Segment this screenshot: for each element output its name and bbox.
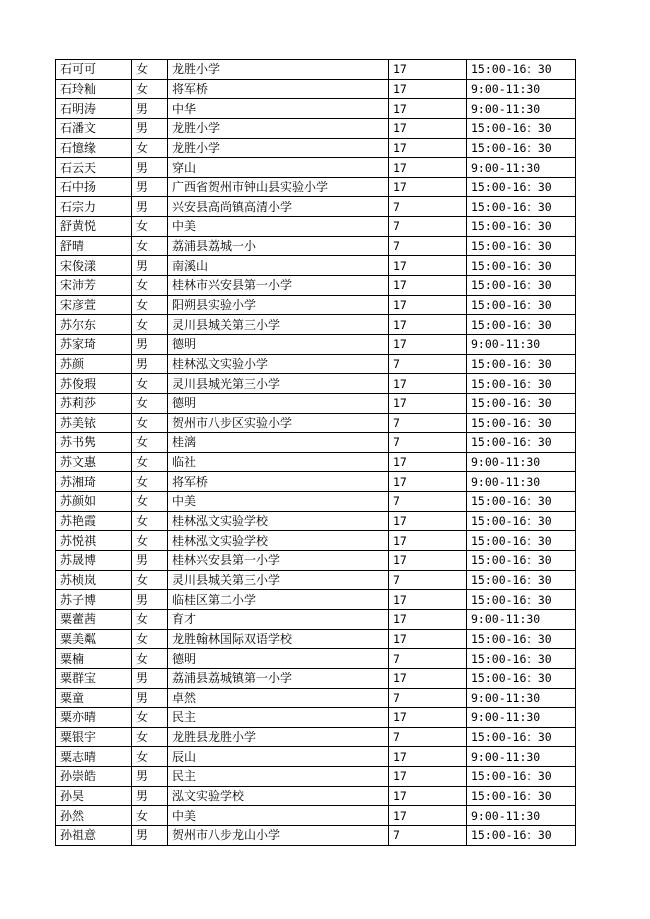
time-slot-cell: 9:00-11:30 [467,99,576,119]
gender-cell: 女 [132,236,168,256]
gender-cell: 男 [132,688,168,708]
table-row [56,295,576,315]
grade-cell: 17 [389,472,467,492]
school-cell: 临社 [168,452,389,472]
gender-cell: 女 [132,708,168,728]
grade-cell: 7 [389,433,467,453]
student-name-cell: 苏莉莎 [56,393,132,413]
gender-cell: 男 [132,354,168,374]
student-name-cell: 孙然 [56,806,132,826]
table-row [56,649,576,669]
student-name-cell: 苏桢岚 [56,570,132,590]
student-name-cell: 苏晟博 [56,551,132,571]
student-name-cell: 粟群宝 [56,668,132,688]
gender-cell: 男 [132,668,168,688]
gender-cell: 女 [132,138,168,158]
student-name-cell: 苏子博 [56,590,132,610]
school-cell: 广西省贺州市钟山县实验小学 [168,177,389,197]
student-name-cell: 宋沛芳 [56,276,132,296]
time-slot-cell: 15:00-16：30 [467,629,576,649]
school-cell: 桂漓 [168,433,389,453]
gender-cell: 女 [132,433,168,453]
student-name-cell: 粟志晴 [56,747,132,767]
school-cell: 辰山 [168,747,389,767]
table-row [56,668,576,688]
grade-cell: 7 [389,197,467,217]
student-name-cell: 粟美粼 [56,629,132,649]
school-cell: 荔浦县荔城镇第一小学 [168,668,389,688]
school-cell: 龙胜小学 [168,118,389,138]
school-cell: 民主 [168,767,389,787]
student-name-cell: 苏书隽 [56,433,132,453]
table-row [56,786,576,806]
table-row [56,197,576,217]
grade-cell: 17 [389,99,467,119]
time-slot-cell: 15:00-16：30 [467,276,576,296]
table-row [56,99,576,119]
student-name-cell: 粟童 [56,688,132,708]
grade-cell: 17 [389,295,467,315]
table-row [56,688,576,708]
table-row [56,727,576,747]
table-row [56,825,576,845]
school-cell: 龙胜小学 [168,60,389,80]
time-slot-cell: 15:00-16：30 [467,118,576,138]
school-cell: 龙胜县龙胜小学 [168,727,389,747]
gender-cell: 女 [132,727,168,747]
gender-cell: 男 [132,786,168,806]
student-name-cell: 苏颜 [56,354,132,374]
student-name-cell: 宋俊漾 [56,256,132,276]
school-cell: 德明 [168,393,389,413]
gender-cell: 女 [132,60,168,80]
grade-cell: 17 [389,118,467,138]
grade-cell: 17 [389,511,467,531]
school-cell: 临桂区第二小学 [168,590,389,610]
student-name-cell: 苏文惠 [56,452,132,472]
time-slot-cell: 9:00-11:30 [467,158,576,178]
gender-cell: 女 [132,806,168,826]
table-row [56,334,576,354]
table-row [56,806,576,826]
grade-cell: 7 [389,825,467,845]
school-cell: 中美 [168,217,389,237]
time-slot-cell: 9:00-11:30 [467,472,576,492]
grade-cell: 7 [389,649,467,669]
gender-cell: 男 [132,825,168,845]
time-slot-cell: 15:00-16：30 [467,825,576,845]
table-row [56,492,576,512]
student-name-cell: 苏颜如 [56,492,132,512]
time-slot-cell: 15:00-16：30 [467,492,576,512]
student-name-cell: 宋彦萱 [56,295,132,315]
school-cell: 桂林泓文实验学校 [168,511,389,531]
time-slot-cell: 9:00-11:30 [467,334,576,354]
grade-cell: 17 [389,609,467,629]
table-row [56,452,576,472]
gender-cell: 男 [132,99,168,119]
school-cell: 灵川县城关第三小学 [168,315,389,335]
grade-cell: 17 [389,767,467,787]
time-slot-cell: 9:00-11:30 [467,609,576,629]
grade-cell: 17 [389,276,467,296]
student-name-cell: 苏美铱 [56,413,132,433]
gender-cell: 女 [132,747,168,767]
time-slot-cell: 15:00-16：30 [467,393,576,413]
gender-cell: 男 [132,158,168,178]
school-cell: 将军桥 [168,472,389,492]
time-slot-cell: 15:00-16：30 [467,590,576,610]
gender-cell: 男 [132,197,168,217]
table-row [56,276,576,296]
gender-cell: 女 [132,393,168,413]
student-name-cell: 石中扬 [56,177,132,197]
table-row [56,256,576,276]
table-row [56,354,576,374]
table-row [56,413,576,433]
school-cell: 桂林泓文实验小学 [168,354,389,374]
school-cell: 民主 [168,708,389,728]
student-name-cell: 石憶缘 [56,138,132,158]
gender-cell: 女 [132,531,168,551]
gender-cell: 女 [132,649,168,669]
school-cell: 灵川县城关第三小学 [168,570,389,590]
table-body [56,60,576,846]
school-cell: 中美 [168,492,389,512]
grade-cell: 7 [389,236,467,256]
school-cell: 兴安县高尚镇高清小学 [168,197,389,217]
gender-cell: 女 [132,374,168,394]
grade-cell: 17 [389,531,467,551]
gender-cell: 女 [132,413,168,433]
time-slot-cell: 9:00-11:30 [467,79,576,99]
student-name-cell: 苏尔东 [56,315,132,335]
student-name-cell: 石明涛 [56,99,132,119]
time-slot-cell: 9:00-11:30 [467,806,576,826]
time-slot-cell: 15:00-16：30 [467,60,576,80]
grade-cell: 7 [389,727,467,747]
school-cell: 将军桥 [168,79,389,99]
gender-cell: 女 [132,295,168,315]
table-row [56,708,576,728]
table-row [56,315,576,335]
grade-cell: 17 [389,806,467,826]
time-slot-cell: 15:00-16：30 [467,551,576,571]
school-cell: 阳朔县实验小学 [168,295,389,315]
gender-cell: 女 [132,629,168,649]
student-name-cell: 舒晴 [56,236,132,256]
time-slot-cell: 15:00-16：30 [467,668,576,688]
school-cell: 德明 [168,649,389,669]
time-slot-cell: 9:00-11:30 [467,452,576,472]
gender-cell: 男 [132,334,168,354]
gender-cell: 女 [132,472,168,492]
time-slot-cell: 15:00-16：30 [467,177,576,197]
school-cell: 贺州市八步龙山小学 [168,825,389,845]
table-row [56,374,576,394]
student-name-cell: 石宗力 [56,197,132,217]
school-cell: 泓文实验学校 [168,786,389,806]
table-row [56,60,576,80]
table-row [56,138,576,158]
table-row [56,472,576,492]
school-cell: 中华 [168,99,389,119]
table-row [56,118,576,138]
time-slot-cell: 9:00-11:30 [467,747,576,767]
student-name-cell: 苏家琦 [56,334,132,354]
student-name-cell: 孙昊 [56,786,132,806]
grade-cell: 17 [389,177,467,197]
gender-cell: 女 [132,276,168,296]
student-name-cell: 石可可 [56,60,132,80]
table-row [56,551,576,571]
table-row [56,609,576,629]
table-row [56,79,576,99]
grade-cell: 17 [389,334,467,354]
student-name-cell: 粟亦晴 [56,708,132,728]
school-cell: 育才 [168,609,389,629]
grade-cell: 17 [389,393,467,413]
time-slot-cell: 15:00-16：30 [467,531,576,551]
grade-cell: 7 [389,688,467,708]
student-name-cell: 苏湘琦 [56,472,132,492]
gender-cell: 男 [132,767,168,787]
time-slot-cell: 15:00-16：30 [467,649,576,669]
school-cell: 南溪山 [168,256,389,276]
table-row [56,629,576,649]
time-slot-cell: 15:00-16：30 [467,197,576,217]
grade-cell: 17 [389,668,467,688]
gender-cell: 女 [132,570,168,590]
grade-cell: 17 [389,138,467,158]
table-row [56,747,576,767]
table-row [56,570,576,590]
school-cell: 中美 [168,806,389,826]
time-slot-cell: 15:00-16：30 [467,374,576,394]
grade-cell: 17 [389,747,467,767]
student-name-cell: 苏艳霞 [56,511,132,531]
grade-cell: 17 [389,708,467,728]
time-slot-cell: 15:00-16：30 [467,727,576,747]
table-row [56,217,576,237]
gender-cell: 女 [132,492,168,512]
time-slot-cell: 15:00-16：30 [467,570,576,590]
grade-cell: 17 [389,158,467,178]
grade-cell: 17 [389,374,467,394]
gender-cell: 女 [132,452,168,472]
school-cell: 穿山 [168,158,389,178]
school-cell: 灵川县城光第三小学 [168,374,389,394]
grade-cell: 7 [389,217,467,237]
time-slot-cell: 15:00-16：30 [467,315,576,335]
time-slot-cell: 15:00-16：30 [467,413,576,433]
school-cell: 龙胜小学 [168,138,389,158]
grade-cell: 17 [389,786,467,806]
time-slot-cell: 15:00-16：30 [467,511,576,531]
gender-cell: 男 [132,177,168,197]
table-row [56,236,576,256]
school-cell: 德明 [168,334,389,354]
gender-cell: 男 [132,118,168,138]
gender-cell: 女 [132,217,168,237]
table-row [56,767,576,787]
student-name-cell: 苏俊瑕 [56,374,132,394]
student-name-cell: 粟银宇 [56,727,132,747]
grade-cell: 7 [389,354,467,374]
student-name-cell: 粟藿茜 [56,609,132,629]
gender-cell: 女 [132,609,168,629]
school-cell: 桂林泓文实验学校 [168,531,389,551]
grade-cell: 17 [389,590,467,610]
student-schedule-table [55,59,576,846]
student-name-cell: 石玲籼 [56,79,132,99]
grade-cell: 17 [389,60,467,80]
table-row [56,511,576,531]
grade-cell: 7 [389,570,467,590]
school-cell: 荔浦县荔城一小 [168,236,389,256]
school-cell: 桂林市兴安县第一小学 [168,276,389,296]
time-slot-cell: 15:00-16：30 [467,295,576,315]
school-cell: 贺州市八步区实验小学 [168,413,389,433]
grade-cell: 17 [389,452,467,472]
student-name-cell: 石潘文 [56,118,132,138]
time-slot-cell: 15:00-16：30 [467,236,576,256]
student-name-cell: 粟楠 [56,649,132,669]
student-name-cell: 孙崇皓 [56,767,132,787]
time-slot-cell: 9:00-11:30 [467,708,576,728]
student-name-cell: 舒黄悦 [56,217,132,237]
table-row [56,590,576,610]
time-slot-cell: 15:00-16：30 [467,138,576,158]
grade-cell: 7 [389,413,467,433]
school-cell: 桂林兴安县第一小学 [168,551,389,571]
gender-cell: 女 [132,79,168,99]
grade-cell: 17 [389,629,467,649]
time-slot-cell: 15:00-16：30 [467,354,576,374]
grade-cell: 17 [389,551,467,571]
table-row [56,393,576,413]
student-name-cell: 苏悦祺 [56,531,132,551]
gender-cell: 男 [132,590,168,610]
grade-cell: 17 [389,79,467,99]
grade-cell: 7 [389,492,467,512]
time-slot-cell: 15:00-16：30 [467,786,576,806]
gender-cell: 女 [132,315,168,335]
school-cell: 龙胜翰林国际双语学校 [168,629,389,649]
student-name-cell: 石云天 [56,158,132,178]
time-slot-cell: 15:00-16：30 [467,256,576,276]
grade-cell: 17 [389,315,467,335]
time-slot-cell: 9:00-11:30 [467,688,576,708]
grade-cell: 17 [389,256,467,276]
table-row [56,531,576,551]
student-name-cell: 孙祖意 [56,825,132,845]
time-slot-cell: 15:00-16：30 [467,433,576,453]
school-cell: 卓然 [168,688,389,708]
gender-cell: 男 [132,256,168,276]
gender-cell: 男 [132,551,168,571]
time-slot-cell: 15:00-16：30 [467,217,576,237]
table-row [56,433,576,453]
time-slot-cell: 15:00-16：30 [467,767,576,787]
table-row [56,177,576,197]
table-row [56,158,576,178]
gender-cell: 女 [132,511,168,531]
